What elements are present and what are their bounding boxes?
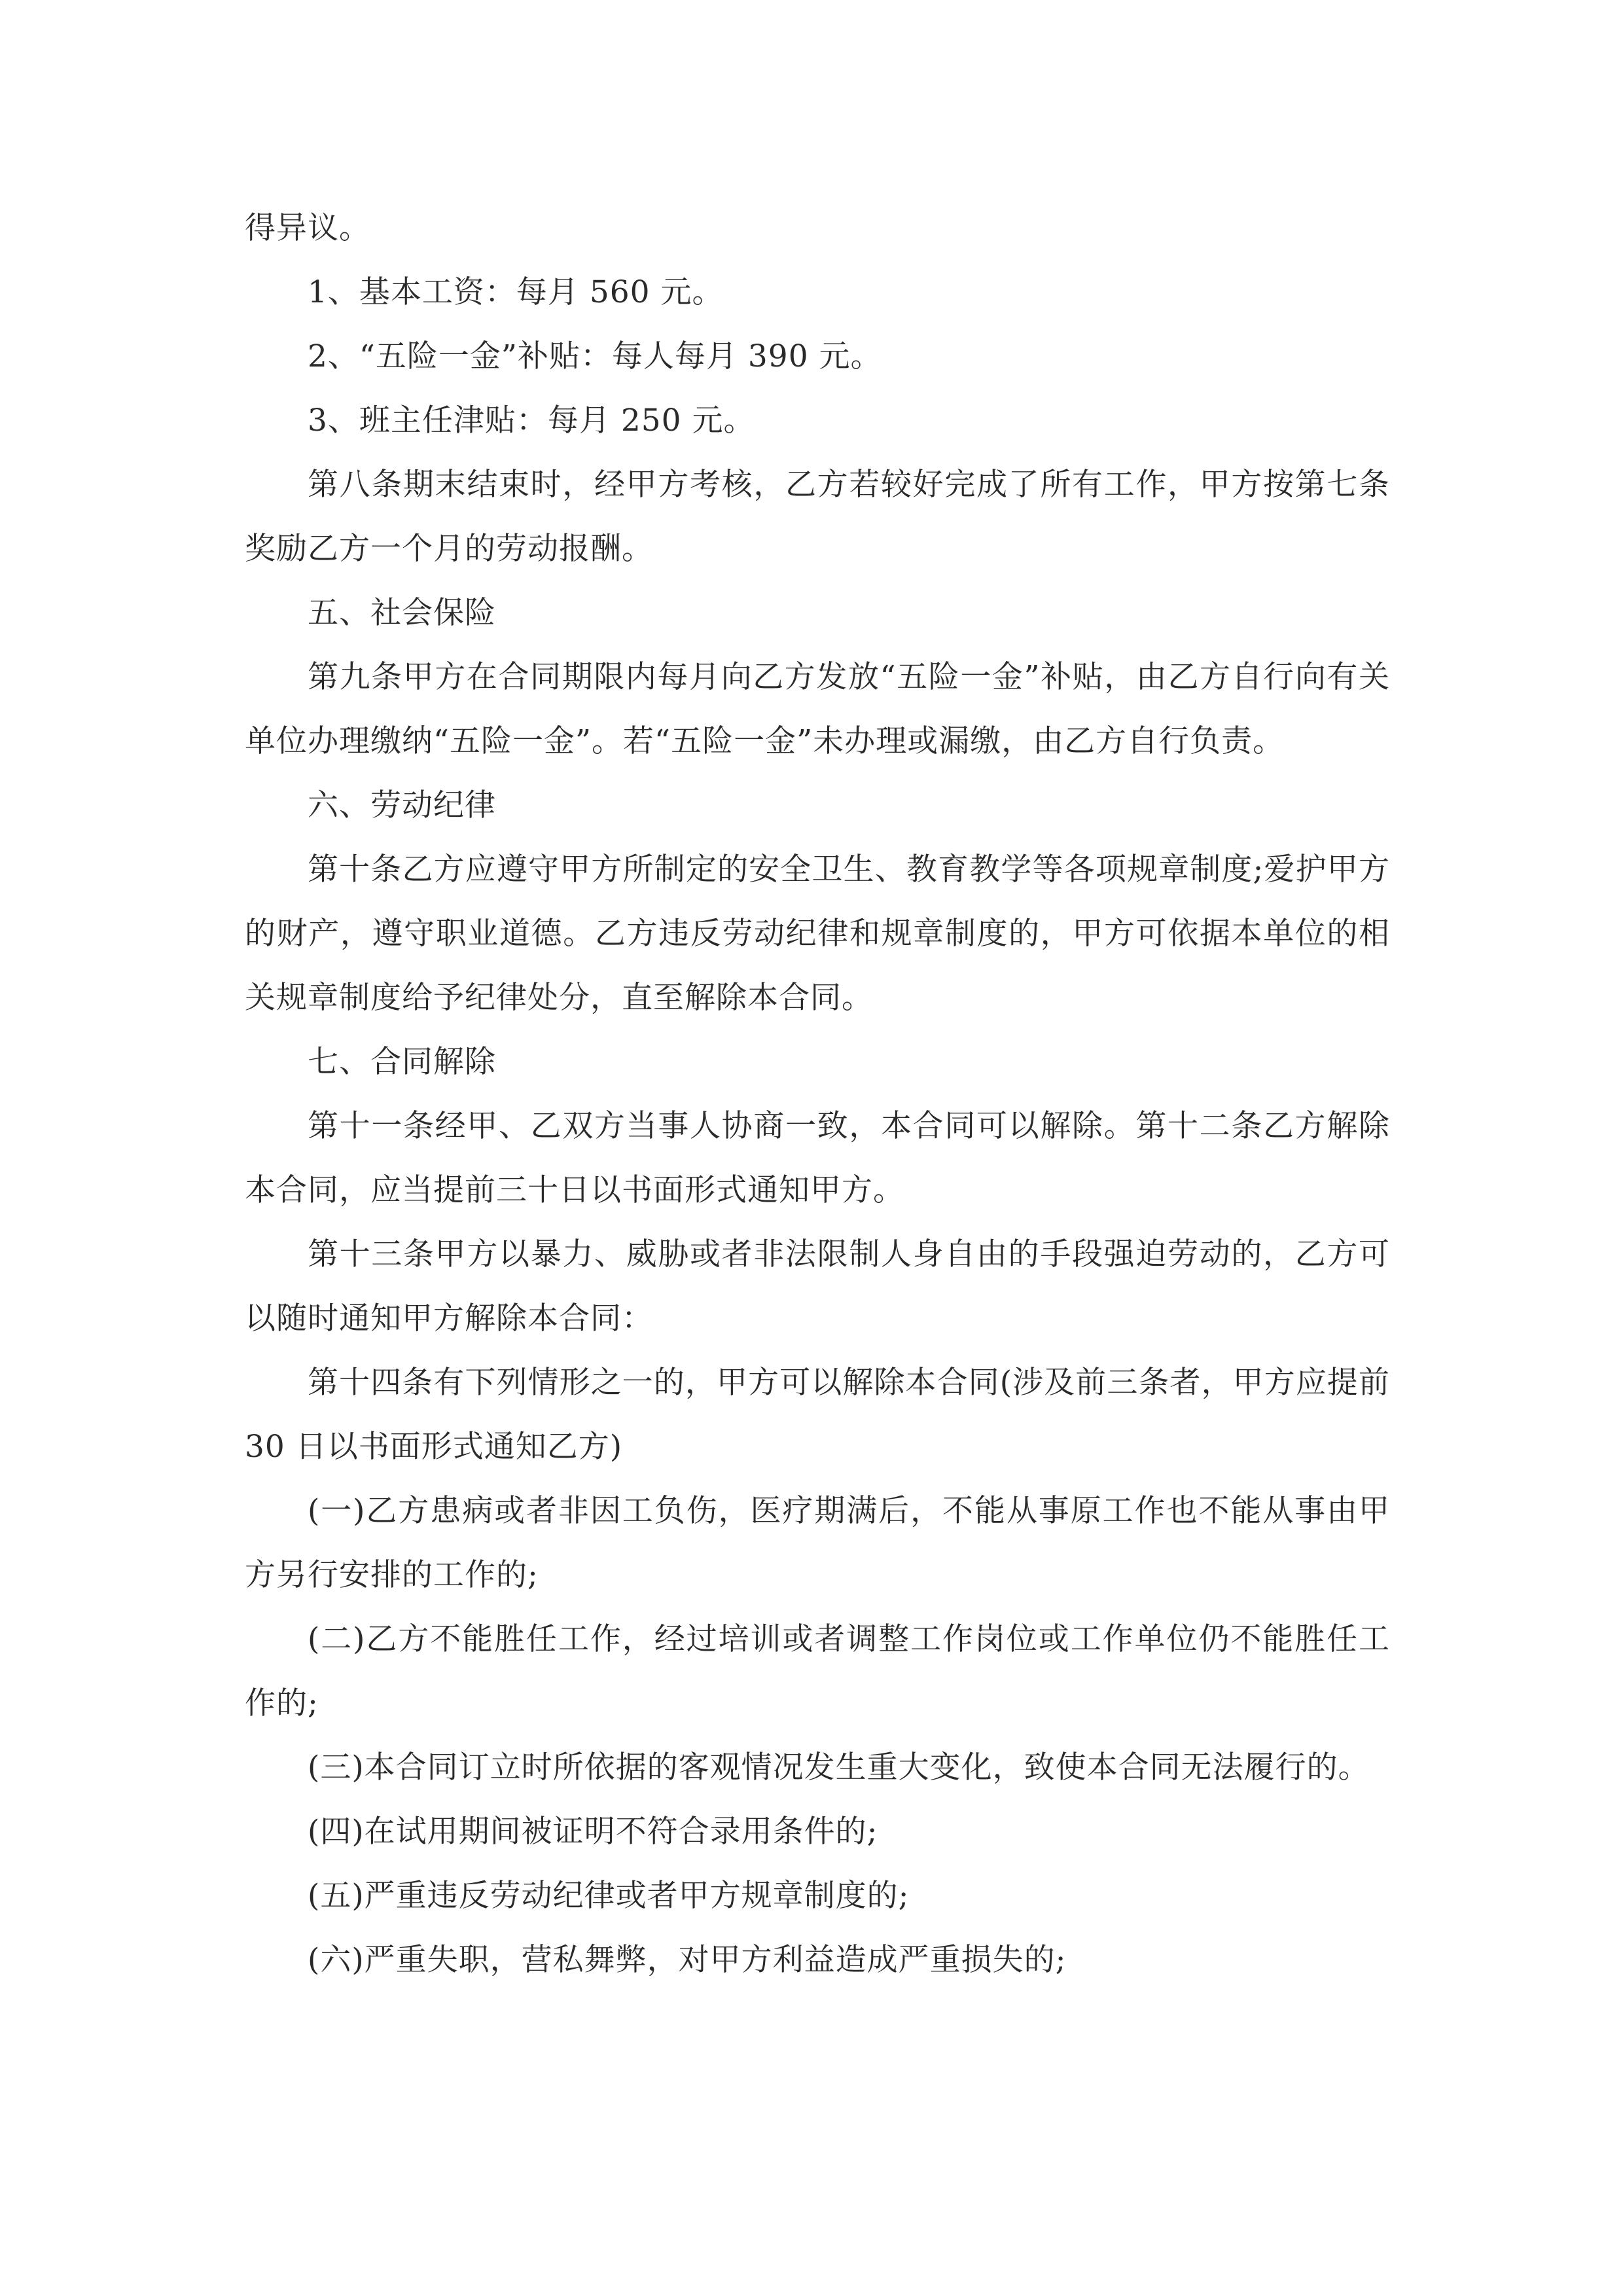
paragraph-article-9: 第九条甲方在合同期限内每月向乙方发放“五险一金”补贴，由乙方自行向有关单位办理缴纳“五险一金”。若“五险一金”未办理或漏缴，由乙方自行负责。 [245,659,1390,759]
list-item-5: (五)严重违反劳动纪律或者甲方规章制度的; [308,1878,910,1914]
paragraph-basic-salary: 1、基本工资：每月 560 元。 [308,274,724,310]
paragraph-insurance-subsidy: 2、“五险一金”补贴：每人每月 390 元。 [308,338,882,374]
section-heading-social-insurance: 五、社会保险 [308,595,496,631]
paragraph-article-13: 第十三条甲方以暴力、威胁或者非法限制人身自由的手段强迫劳动的，乙方可以随时通知甲方解除本合同： [245,1236,1390,1336]
list-item-3: (三)本合同订立时所依据的客观情况发生重大变化，致使本合同无法履行的。 [308,1749,1370,1785]
document-body [245,196,1390,1992]
list-item-4: (四)在试用期间被证明不符合录用条件的; [308,1814,878,1850]
section-heading-labor-discipline: 六、劳动纪律 [308,787,496,823]
paragraph-article-8: 第八条期末结束时，经甲方考核，乙方若较好完成了所有工作，甲方按第七条奖励乙方一个月的劳动报酬。 [245,467,1390,567]
list-item-1: (一)乙方患病或者非因工负伤，医疗期满后，不能从事原工作也不能从事由甲方另行安排的工作的; [245,1493,1390,1593]
paragraph-article-11-12: 第十一条经甲、乙双方当事人协商一致，本合同可以解除。第十二条乙方解除本合同，应当提前三十日以书面形式通知甲方。 [245,1108,1390,1208]
list-item-6: (六)严重失职，营私舞弊，对甲方利益造成严重损失的; [308,1942,1067,1978]
paragraph-continuation: 得异议。 [245,210,370,246]
paragraph-article-14: 第十四条有下列情形之一的，甲方可以解除本合同(涉及前三条者，甲方应提前 30 日以书面形式通知乙方) [245,1365,1390,1465]
section-heading-contract-termination: 七、合同解除 [308,1044,496,1080]
paragraph-article-10: 第十条乙方应遵守甲方所制定的安全卫生、教育教学等各项规章制度;爱护甲方的财产，遵守职业道德。乙方违反劳动纪律和规章制度的，甲方可依据本单位的相关规章制度给予纪律处分，直至解除本合同。 [245,852,1390,1016]
paragraph-head-teacher-allowance: 3、班主任津贴：每月 250 元。 [308,403,755,439]
list-item-2: (二)乙方不能胜任工作，经过培训或者调整工作岗位或工作单位仍不能胜任工作的; [245,1621,1390,1721]
